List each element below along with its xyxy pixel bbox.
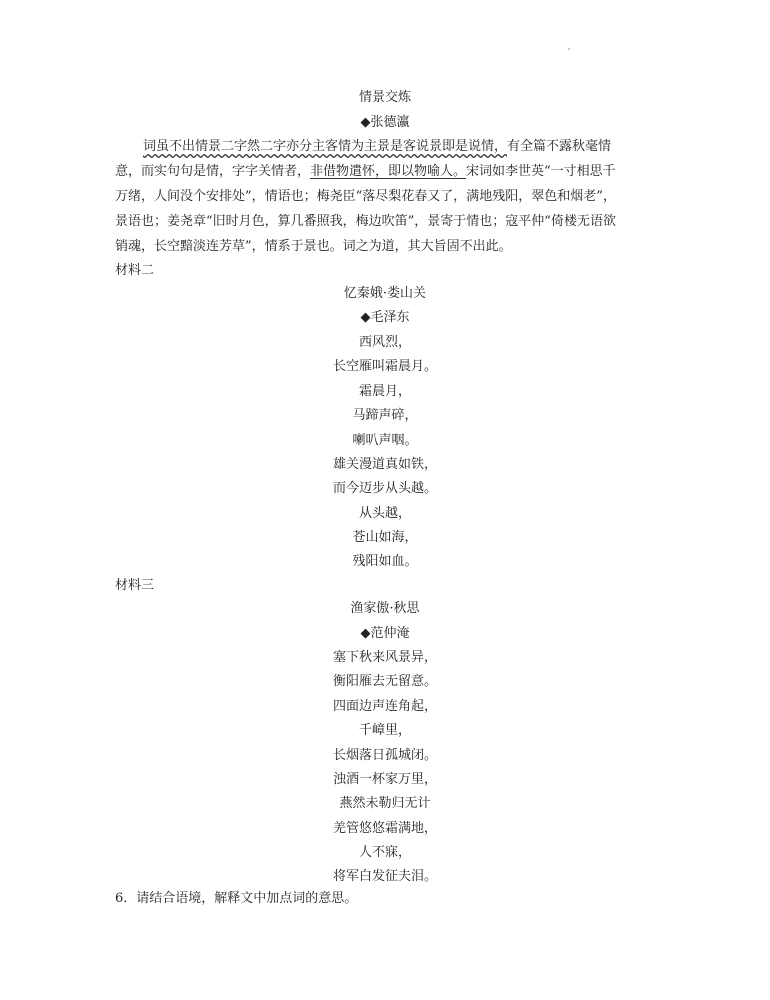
poem-line: 衡阳雁去无留意。 <box>332 674 437 689</box>
poem-line: 燕然未勒归无计 <box>339 796 431 811</box>
poem-line: 残阳如血。 <box>352 554 418 569</box>
poem-line: 长烟落日孤城闭。 <box>332 748 437 763</box>
material2-title: 忆秦娥·娄山关 <box>343 286 427 301</box>
poem-line: 四面边声连角起， <box>332 699 437 714</box>
paragraph-text: 有全篇不露秋毫情 <box>507 139 612 154</box>
paragraph-text: 意，而实句句是情，字字关情者， <box>115 164 311 179</box>
scan-dot <box>568 48 570 50</box>
material2-author: ◆毛泽东 <box>360 310 410 325</box>
poem-line: 马蹄声碎， <box>352 408 418 423</box>
wavy-underlined-text: 词虽不出情景二字然二字亦分主客情为主景是客说景即是说情， <box>143 139 508 154</box>
poem-line: 霜晨月， <box>358 384 411 399</box>
poem-line: 雄关漫道真如铁， <box>332 457 437 472</box>
material1-title: 情景交炼 <box>358 90 411 105</box>
poem-line: 喇叭声咽。 <box>352 433 418 448</box>
poem-line: 苍山如海， <box>352 530 418 545</box>
poem-line: 长空雁叫霜晨月。 <box>332 359 437 374</box>
material1-author: ◆张德瀛 <box>360 115 410 130</box>
paragraph-line-3: 万绪，人间没个安排处”，情语也；梅尧臣“落尽梨花春又了，满地残阳，翠色和烟老”， <box>115 189 616 204</box>
poem-line: 浊酒一杯家万里， <box>332 772 437 787</box>
poem-line: 从头越， <box>358 506 411 521</box>
poem-line: 将军白发征夫泪。 <box>332 869 437 884</box>
poem-line: 千嶂里， <box>358 723 411 738</box>
paragraph-line-2 <box>115 160 660 179</box>
paragraph-line-4: 景语也；姜尧章“旧时月色，算几番照我，梅边吹笛”，景寄于情也；寇平仲“倚楼无语欲 <box>115 214 616 229</box>
poem-line: 羌管悠悠霜满地， <box>332 821 437 836</box>
poem-line: 西风烈， <box>358 335 411 350</box>
material2-label: 材料二 <box>115 263 155 278</box>
poem-line: 人不寐， <box>358 845 411 860</box>
material3-label: 材料三 <box>115 578 155 593</box>
paragraph-text: 宋词如李世英“一寸相思千 <box>466 164 616 179</box>
underlined-text: 非借物遣怀，即以物喻人。 <box>310 164 467 179</box>
material3-author: ◆范仲淹 <box>360 626 410 641</box>
poem-line: 而今迈步从头越。 <box>332 481 437 496</box>
paragraph-line-1 <box>115 135 688 154</box>
poem-line: 塞下秋来风景异， <box>332 650 437 665</box>
question-6: 6．请结合语境，解释文中加点词的意思。 <box>115 891 358 906</box>
paragraph-line-5: 销魂，长空黯淡连芳草”，情系于景也。词之为道，其大旨固不出此。 <box>115 239 512 254</box>
material3-title: 渔家傲·秋思 <box>350 601 420 616</box>
